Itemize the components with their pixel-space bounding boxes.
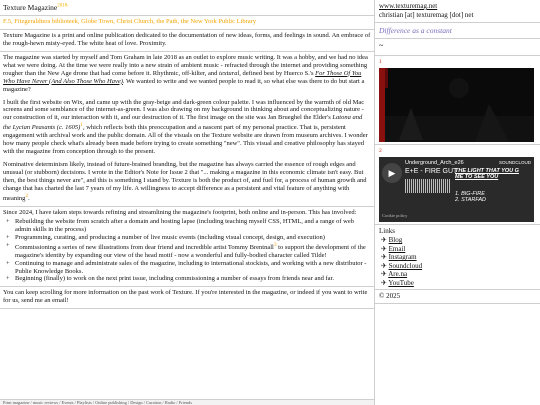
links-heading: Links <box>379 226 395 235</box>
site-link[interactable]: www.texturemag.net <box>379 2 438 10</box>
arrow-icon: ✈ <box>381 236 389 245</box>
footnote-1[interactable]: 1 <box>80 122 83 129</box>
huerco-link[interactable]: For Those Of You Who Have Never (And Also Those Who Have) <box>3 69 362 85</box>
list-item: + Rebuilding the website from scratch after a domain and hosting lapse (including teaching myself CSS, HTML, and a range of web admin skills in the process) <box>15 218 371 234</box>
play-icon[interactable]: ▶ <box>382 163 402 183</box>
track-list: 1. BIG-FIRE 2. STARFAD <box>455 190 486 204</box>
cookie-policy-link[interactable]: Cookie policy <box>382 213 408 219</box>
link-instagram[interactable]: ✈ Instagram <box>381 253 417 262</box>
tilde-divider: ~ <box>375 39 540 56</box>
since-intro: Since 2024, I have taken steps towards refining and streamlining the magazine's footprint, both online and in-person. This has involved: <box>3 208 357 216</box>
para-2: I built the first website on Wix, and came up with the gray-beige and dark-green colour palette. I was influenced by the warmth of old Mac screens and some semblance of the internet-as-green. I was also drawing on my background in thinking about and conceptualizing nature - our construction of it, our interaction with it, and our destruction of it. The first image on the site was Jan Brueghel the Elder's Latona and the Lycian Peasants (c. 1605)$^1$, which reflects both this preoccupation and a nascent part of my personal practice. That is, persistent engagement with archival work and the public domain. All of the visuals on the Texture website are drawn from museum archives. I wonder how many people check what's already been made before trying to create something "new". This visual and creative philosophy has stayed with the magazine from conception through to the present. <box>3 98 368 156</box>
outro-text: You can keep scrolling for more information on the past work of Texture. If you're interested in the magazine, or indeed if you want to write for us, send me an email! <box>3 289 368 305</box>
tagline: Difference as a constant <box>375 23 540 39</box>
link-youtube[interactable]: ✈ YouTube <box>381 278 414 287</box>
waveform[interactable] <box>405 179 451 193</box>
painting-graphic <box>379 68 534 142</box>
arrow-icon: ✈ <box>381 244 389 253</box>
page-title <box>0 0 374 16</box>
title-year: 2018- <box>57 3 69 9</box>
archive-painting-image <box>379 68 534 142</box>
link-blog[interactable]: ✈ Blog <box>381 236 403 245</box>
links-list <box>379 236 536 287</box>
list-item: + Continuing to manage and administrate sales of the magazine, including to international stockists, and working with a new distributor - Publie Knowledge Books. <box>15 260 371 276</box>
list-item: + Commissioning a series of new illustrations from dear friend and incredible artist Tommy Brentnall$^3$ to support the development of the magazine's identity by expanding our view of the head motif - now a wonderful and fully-bodied character called Tilde! <box>15 242 371 260</box>
sidebar <box>375 0 540 405</box>
bottom-strip: Print magazine / music reviews / Events / Playlists / Online publishing / Design / Curation / Radio / Friends <box>0 399 375 405</box>
intro-text: Texture Magazine is a print and online publication dedicated to the documentation of new ideas, forms, and feelings in sound. An embrace of the rough-hewn misty-eyed. The white heat of love. Proximity. <box>3 32 371 47</box>
copyright: © 2025 <box>375 290 540 304</box>
list-item: + Beginning (finally) to work on the next print issue, including commissioning a number of essays from friends near and far. <box>15 275 371 283</box>
para-1: The magazine was started by myself and Tom Graham in late 2018 as an outlet to explore music writing. It was a hobby, and we had no idea what we were doing. At the time we were really into a new strain of ambient music - refracted through the internet and providing something rougher than the New Age drone that had come before it. Rhythmic, off-kilter, and textural, defined best by Huerco S.'s For Those Of You Who Have Never (And Also Those Who Have). We wanted to write and we wanted people to read it, so what else was there to do but start a magazine? <box>3 53 368 93</box>
since-2024-section <box>0 207 374 287</box>
soundcloud-logo: SOUNDCLOUD <box>498 159 531 165</box>
image-box-1 <box>375 56 540 145</box>
image-number-1: 1 <box>379 58 382 65</box>
contact-box <box>375 0 540 23</box>
links-box <box>375 225 540 291</box>
track-title: THE LIGHT THAT YOU G ME TO SEE YOU <box>455 167 519 181</box>
intro-paragraph <box>0 30 374 52</box>
embed-user: Underground_Arch_e26 <box>405 159 464 166</box>
footnote-2[interactable]: 2 <box>25 192 29 199</box>
link-email[interactable]: ✈ Email <box>381 244 406 253</box>
image-number-2: 2 <box>379 147 382 154</box>
track-name: E+E - FIRE GUT <box>405 167 458 175</box>
arrow-icon: ✈ <box>381 278 389 287</box>
task-list <box>3 218 371 284</box>
arrow-icon: ✈ <box>381 261 389 270</box>
fonts-line: F.5, Fitzgeraldtera biblioteek, Globe Town, Christ Church, the Path, the New York Public Library <box>0 16 374 30</box>
link-soundcloud[interactable]: ✈ Soundcloud <box>381 261 423 270</box>
footnote-3[interactable]: 3 <box>273 241 277 248</box>
contact-email: christian [at] texturemag [dot] net <box>379 10 474 19</box>
image-box-2 <box>375 145 540 225</box>
para-3: Nominative determinism likely, instead of future-brained branding, but the magazine has always carried the essence of rough edges and unusual (or stubborn) decisions. I wrote in the Editor's Note for Issue 2 that "... making a magazine in this economic climate isn't easy. But then, the best things never are", and this is something I stand by. Texture is both the product of, and fuel for, a process of human growth and change that has charted the last 7 years of my life. A willingness to accept difference as a persistent and vital feature of anything with meaning$^2$. <box>3 161 367 202</box>
arrow-icon: ✈ <box>381 270 389 279</box>
title-text: Texture Magazine <box>3 3 58 12</box>
arrow-icon: ✈ <box>381 253 389 262</box>
list-item: + Programming, curating, and producing a number of live music events (including visual concept, design, and execution) <box>15 234 371 242</box>
outro-section <box>0 287 374 309</box>
link-arena[interactable]: ✈ Are.na <box>381 270 408 279</box>
soundcloud-embed[interactable] <box>379 157 534 222</box>
history-section <box>0 52 374 207</box>
